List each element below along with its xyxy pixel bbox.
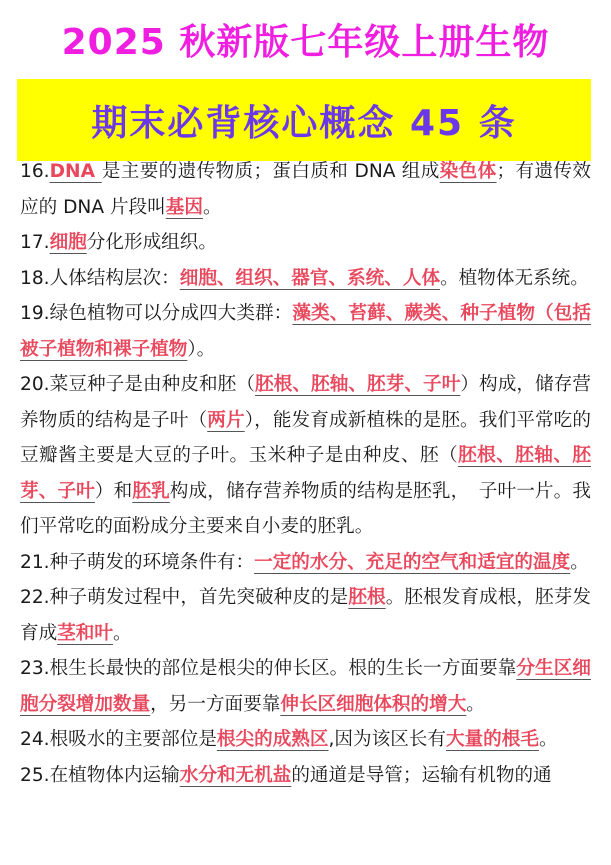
key-term: 藻类、苔藓、蕨类、种子植物（包括被子植物和裸子植物: [20, 303, 591, 360]
key-term: 细胞: [49, 232, 87, 253]
page-subtitle: 期末必背核心概念 45 条: [91, 102, 517, 144]
key-term: 胚根、胚轴、胚芽、子叶: [20, 445, 591, 502]
key-term: 水分和无机盐: [179, 764, 292, 786]
concept-item: [20, 722, 591, 758]
key-term: 根尖的成熟区: [216, 729, 329, 750]
concept-item: [20, 225, 591, 261]
concept-text: 的通道是导管；运输有机物的通: [291, 764, 552, 786]
concept-text: 。胚根发育成根，胚芽发育成: [20, 587, 591, 644]
concept-text: 18.人体结构层次：: [20, 267, 180, 289]
concept-text: 20.菜豆种子是由种皮和胚（: [20, 374, 256, 395]
concept-text: ，另一方面要靠: [150, 693, 281, 715]
concept-item: [20, 758, 591, 794]
concept-text: ）。: [187, 338, 216, 360]
key-term: 细胞、组织、器官、系统、人体: [179, 267, 441, 289]
key-term: 染色体: [439, 161, 497, 182]
concept-item: [20, 154, 591, 225]
concept-text: 。: [466, 693, 485, 715]
key-term: 胚根: [348, 587, 386, 608]
concept-text: 构成，储存营养物质的结构是胚乳， 子叶一片。我们平常吃的面粉成分主要来自小麦的胚乳。: [20, 480, 591, 537]
concept-text: 。: [113, 622, 132, 644]
concept-text: 。: [570, 551, 589, 573]
page-title: 2025 秋新版七年级上册生物: [61, 22, 550, 63]
key-term: 伸长区细胞体积的增大: [280, 693, 467, 715]
key-term: DNA: [49, 161, 102, 182]
concept-text: 。植物体无系统。: [440, 267, 589, 289]
concept-item: [20, 651, 591, 722]
concept-text: 16.: [20, 161, 50, 182]
key-term: 茎和叶: [57, 622, 113, 644]
concept-text: ,因为该区长有: [328, 729, 446, 750]
subtitle-banner: [17, 79, 591, 161]
key-term: 胚乳: [132, 480, 170, 502]
key-term: 基因: [165, 196, 203, 218]
concept-text: 19.绿色植物可以分成四大类群：: [20, 303, 293, 324]
concept-text: 。: [202, 196, 222, 218]
concept-text: ）构成，储存营养物质的结构是子叶（: [20, 374, 591, 431]
key-term: 分生区细胞分裂增加数量: [20, 658, 591, 715]
concept-text: 分化形成组织。: [86, 232, 217, 253]
concept-item: [20, 367, 591, 545]
concept-item: [20, 580, 591, 651]
key-term: 一定的水分、充足的空气和适宜的温度: [254, 551, 571, 573]
concept-item: [20, 261, 591, 297]
concept-list: [20, 154, 591, 793]
concept-text: 21.种子萌发的环境条件有：: [20, 551, 255, 573]
key-term: 胚根、胚轴、胚芽、子叶: [255, 374, 461, 395]
concept-item: [20, 545, 591, 581]
concept-text: 23.根生长最快的部位是根尖的伸长区。根的生长一方面要靠: [20, 658, 517, 679]
concept-text: ；有遗传效应的 DNA 片段叫: [20, 161, 591, 218]
concept-text: 17.: [20, 232, 50, 253]
concept-text: ），能发育成新植株的是胚。我们平常吃的豆瓣酱主要是大豆的子叶。玉米种子是由种皮、胚（: [20, 409, 591, 466]
key-term: 两片: [207, 409, 245, 431]
concept-item: [20, 296, 591, 367]
concept-text: ）和: [94, 480, 133, 502]
key-term: 大量的根毛: [445, 729, 539, 750]
concept-text: 22.种子萌发过程中，首先突破种皮的是: [20, 587, 349, 608]
concept-text: 25.在植物体内运输: [20, 764, 180, 786]
concept-text: 是主要的遗传物质；蛋白质和 DNA 组成: [101, 161, 440, 182]
concept-text: 。: [538, 729, 558, 750]
concept-text: 24.根吸水的主要部位是: [20, 729, 217, 750]
